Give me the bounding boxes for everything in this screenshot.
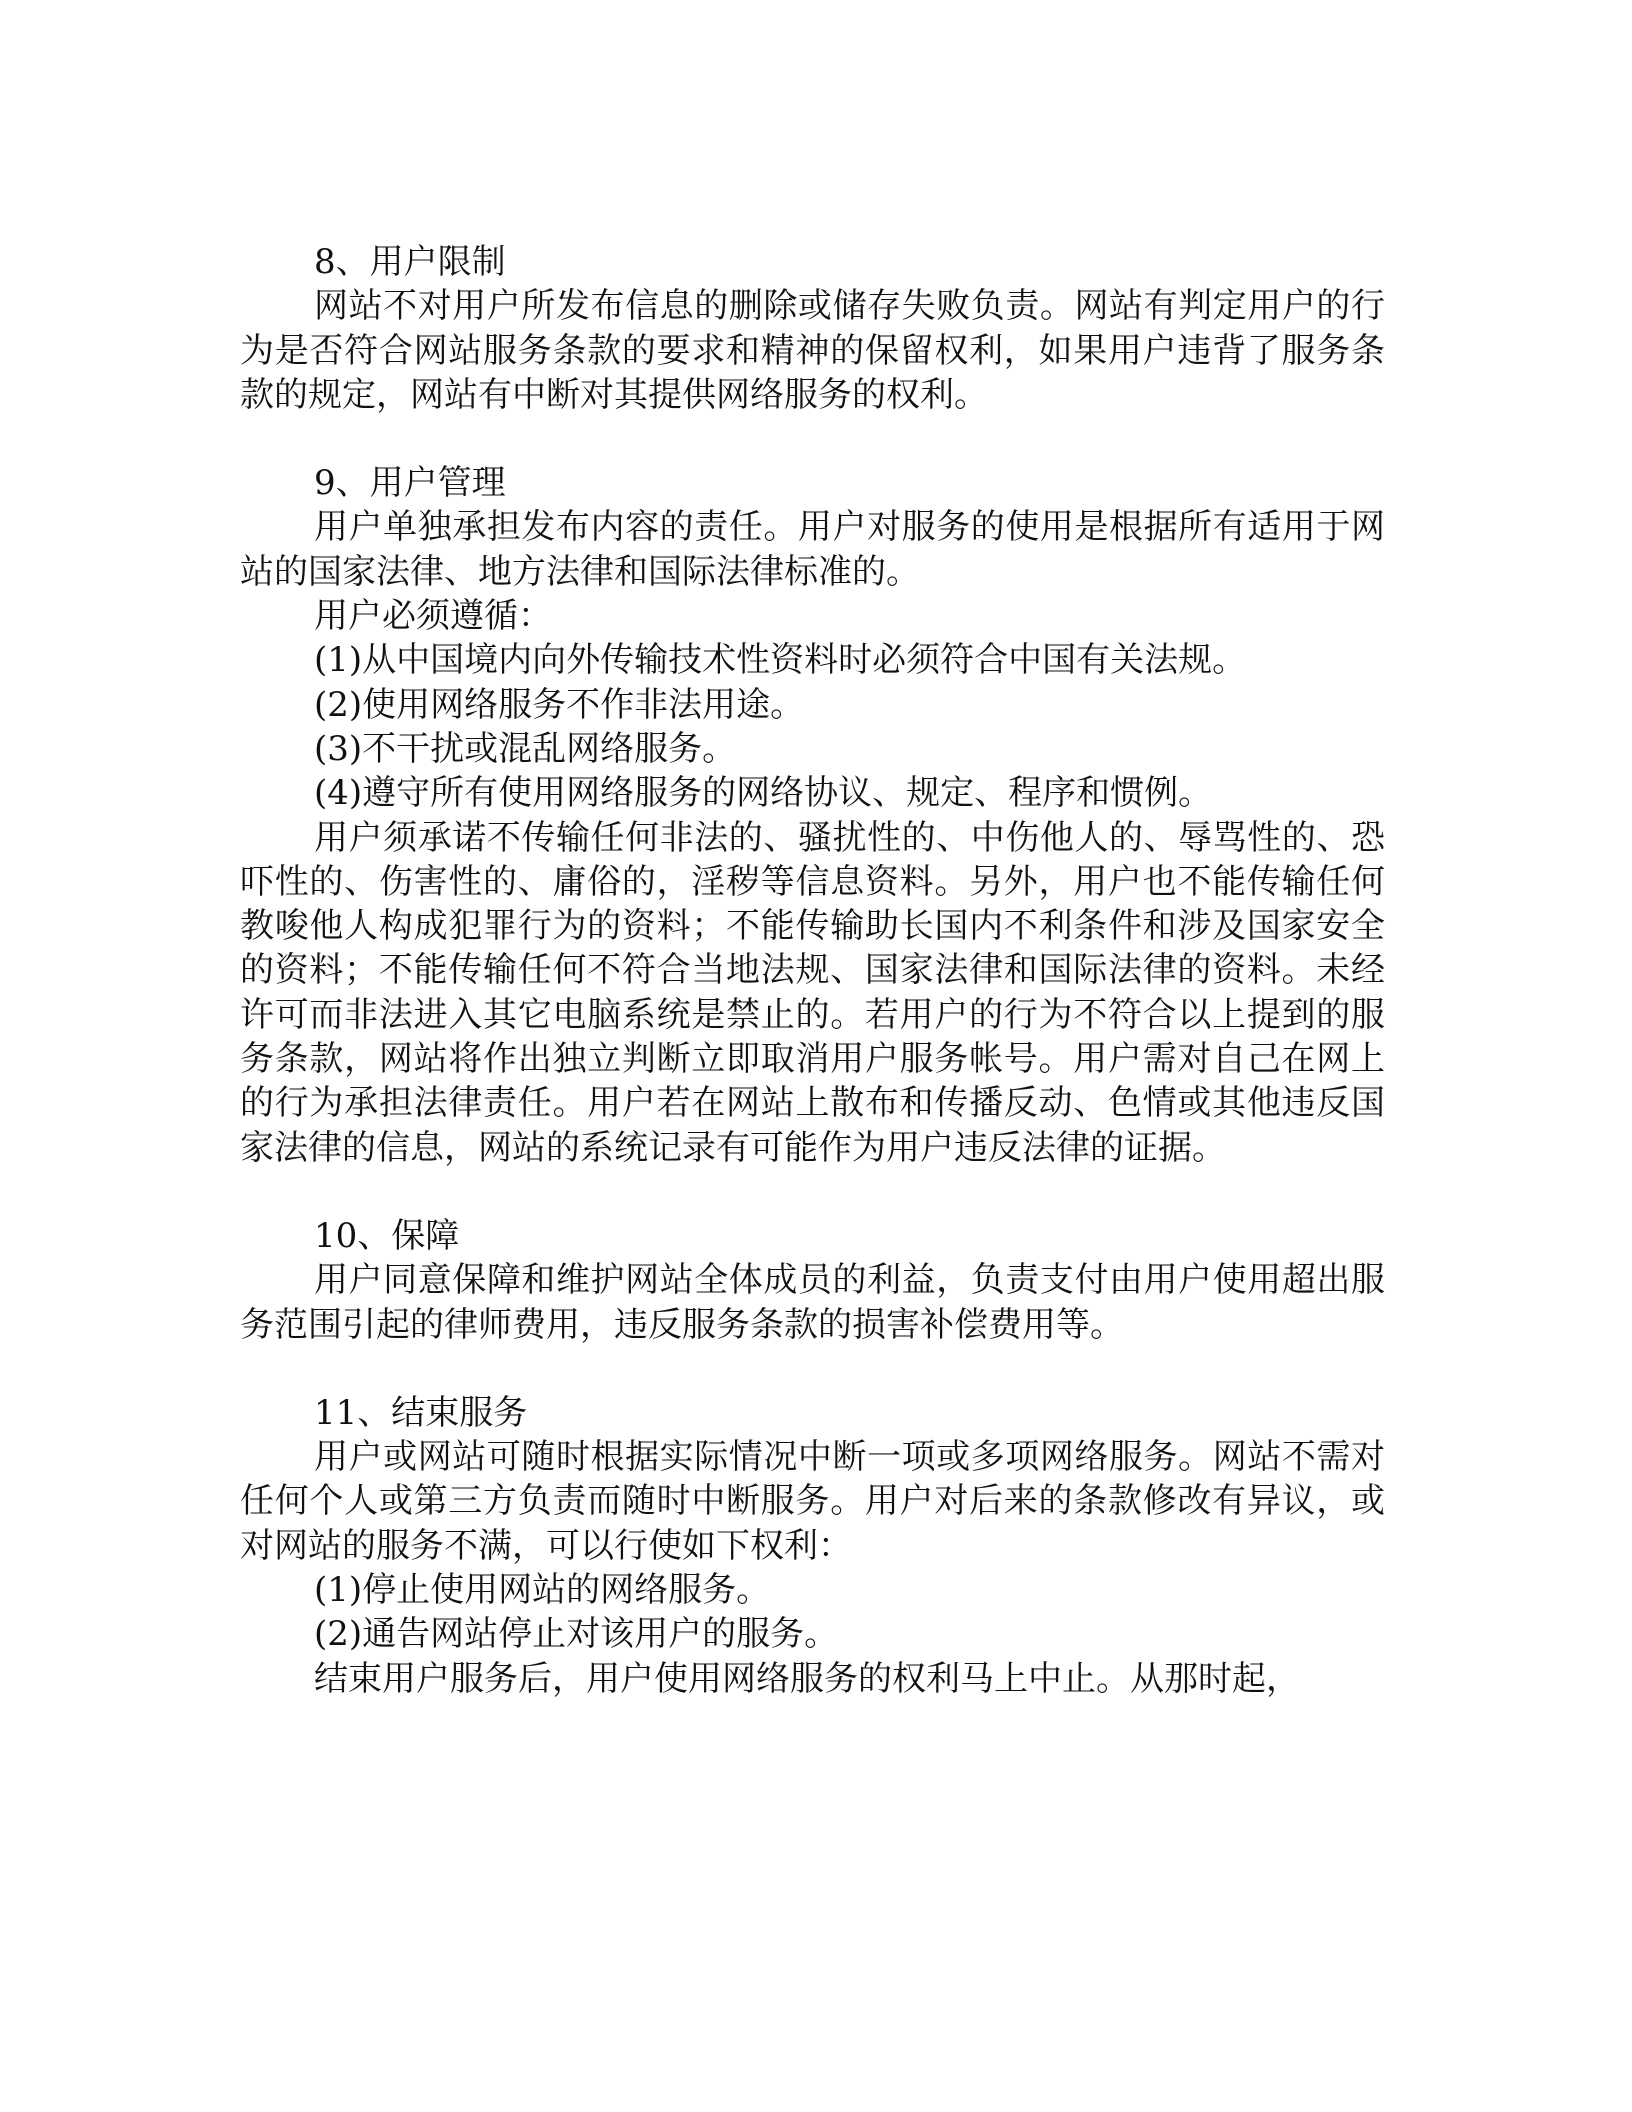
- section-9-list-item-2: (2)使用网络服务不作非法用途。: [314, 684, 805, 725]
- section-10-paragraph: 用户同意保障和维护网站全体成员的利益，负责支付由用户使用超出服务范围引起的律师费用，违反服务条款的损害补偿费用等。: [240, 1260, 1385, 1345]
- section-gap: [240, 1170, 1385, 1214]
- section-10-heading: 10、保障: [314, 1215, 460, 1256]
- section-11-paragraph-2: 结束用户服务后，用户使用网络服务的权利马上中止。从那时起，: [314, 1658, 1300, 1699]
- section-9-list-item-1: (1)从中国境内向外传输技术性资料时必须符合中国有关法规。: [314, 640, 1247, 681]
- section-8-paragraph: 网站不对用户所发布信息的删除或储存失败负责。网站有判定用户的行为是否符合网站服务条款的要求和精神的保留权利，如果用户违背了服务条款的规定，网站有中断对其提供网络服务的权利。: [240, 286, 1385, 415]
- section-11-list-item-2: (2)通告网站停止对该用户的服务。: [314, 1614, 839, 1655]
- section-9-list-item-3: (3)不干扰或混乱网络服务。: [314, 728, 737, 769]
- document-page: [240, 240, 1385, 1701]
- section-9-heading: 9、用户管理: [314, 463, 506, 504]
- section-9-paragraph-1: 用户单独承担发布内容的责任。用户对服务的使用是根据所有适用于网站的国家法律、地方法律和国际法律标准的。: [240, 507, 1385, 592]
- section-gap: [240, 1347, 1385, 1391]
- section-8-heading: 8、用户限制: [314, 242, 506, 282]
- section-9-paragraph-3: 用户须承诺不传输任何非法的、骚扰性的、中伤他人的、辱骂性的、恐吓性的、伤害性的、庸俗的，淫秽等信息资料。另外，用户也不能传输任何教唆他人构成犯罪行为的资料；不能传输助长国内不利条件和涉及国家安全的资料；不能传输任何不符合当地法规、国家法律和国际法律的资料。未经许可而非法进入其它电脑系统是禁止的。若用户的行为不符合以上提到的服务条款，网站将作出独立判断立即取消用户服务帐号。用户需对自己在网上的行为承担法律责任。用户若在网站上散布和传播反动、色情或其他违反国家法律的信息，网站的系统记录有可能作为用户违反法律的证据。: [240, 817, 1385, 1168]
- section-11-paragraph-1: 用户或网站可随时根据实际情况中断一项或多项网络服务。网站不需对任何个人或第三方负责而随时中断服务。用户对后来的条款修改有异议，或对网站的服务不满，可以行使如下权利：: [240, 1437, 1385, 1566]
- section-11-heading: 11、结束服务: [314, 1392, 528, 1433]
- section-9-list-item-4: (4)遵守所有使用网络服务的网络协议、规定、程序和惯例。: [314, 773, 1213, 814]
- section-9-paragraph-2: 用户必须遵循：: [314, 596, 552, 637]
- section-11-list-item-1: (1)停止使用网站的网络服务。: [314, 1570, 771, 1611]
- section-gap: [240, 417, 1385, 461]
